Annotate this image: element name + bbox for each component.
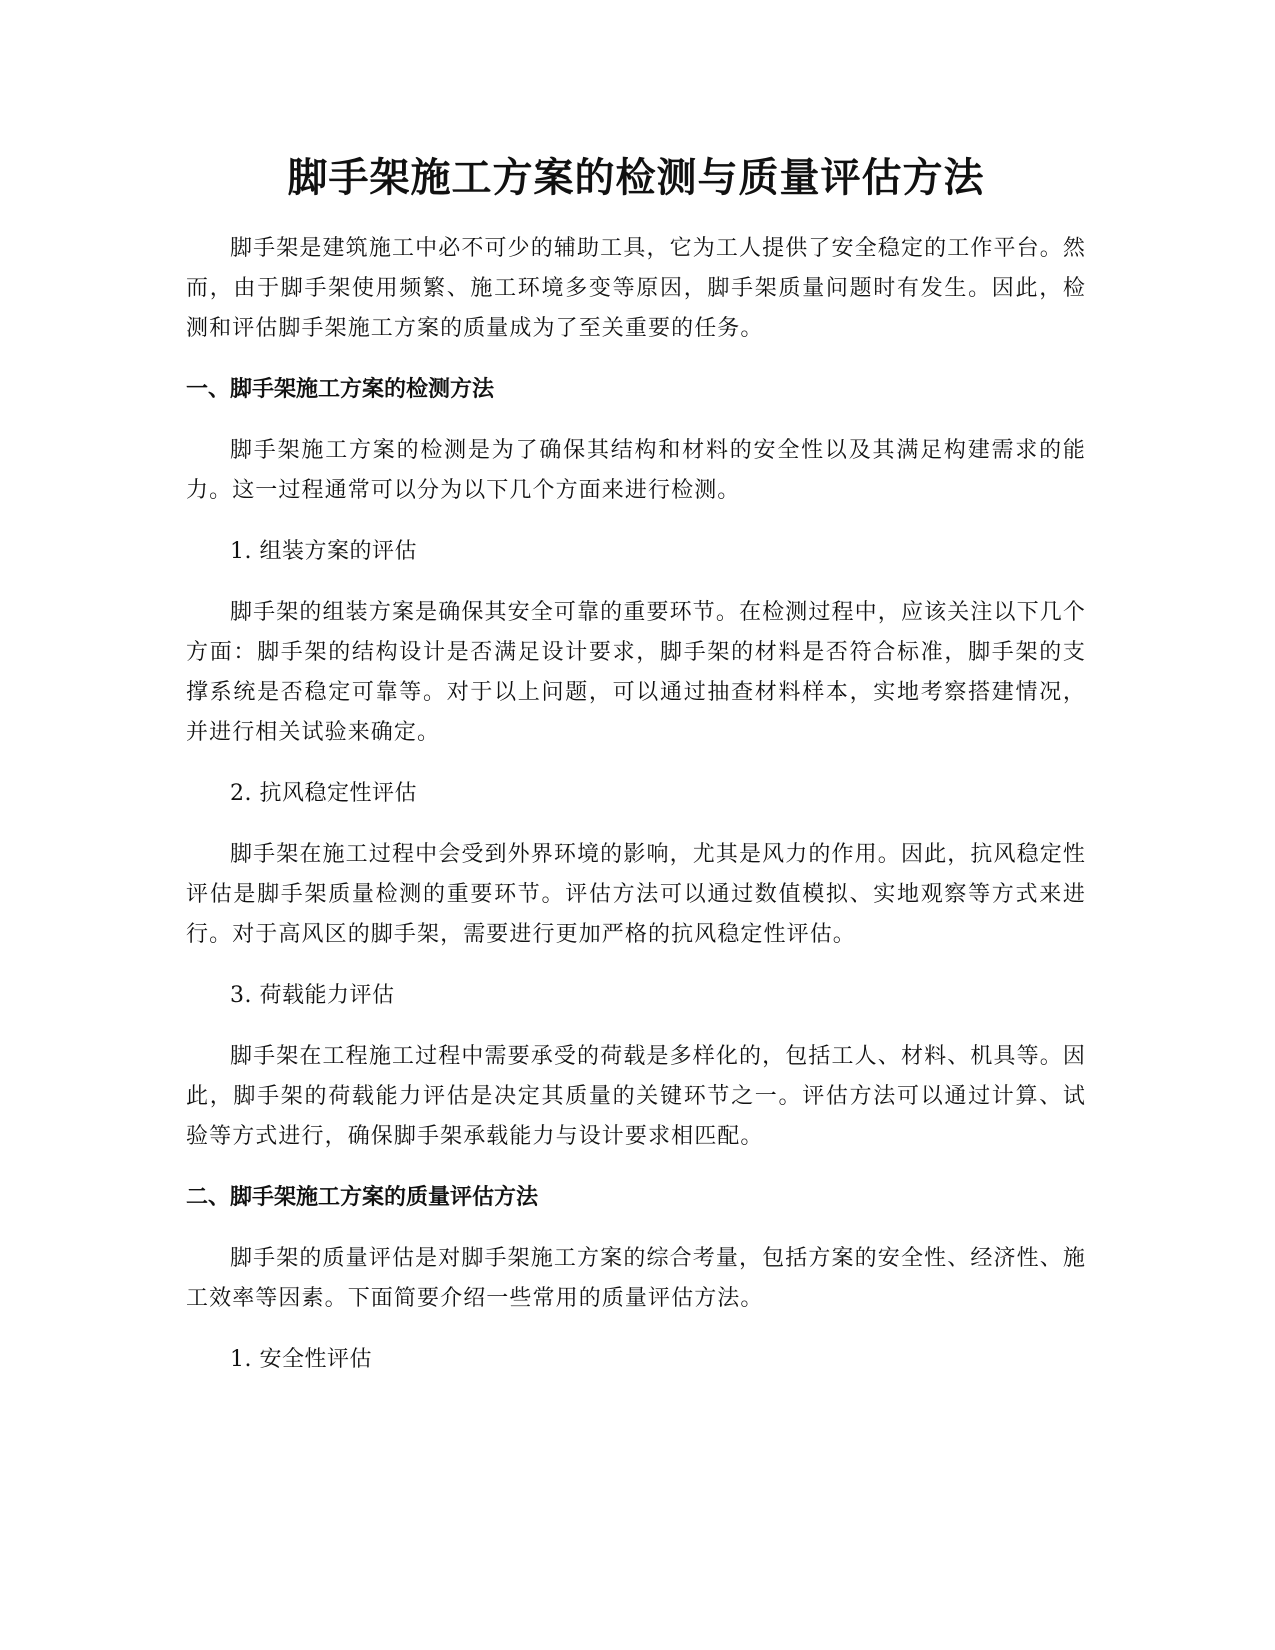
section-1-item-2-text: 脚手架在施工过程中会受到外界环境的影响，尤其是风力的作用。因此，抗风稳定性评估是脚手架质量检测的重要环节。评估方法可以通过数值模拟、实地观察等方式来进行。对于高风区的脚手架，需要进行更加严格的抗风稳定性评估。 — [186, 842, 1086, 947]
section-1-item-1-text: 脚手架的组装方案是确保其安全可靠的重要环节。在检测过程中，应该关注以下几个方面：脚手架的结构设计是否满足设计要求，脚手架的材料是否符合标准，脚手架的支撑系统是否稳定可靠等。对于以上问题，可以通过抽查材料样本，实地考察搭建情况，并进行相关试验来确定。 — [186, 600, 1086, 745]
section-1-intro: 脚手架施工方案的检测是为了确保其结构和材料的安全性以及其满足构建需求的能力。这一过程通常可以分为以下几个方面来进行检测。 — [186, 438, 1086, 503]
document-title: 脚手架施工方案的检测与质量评估方法 — [287, 155, 985, 201]
section-1-heading: 一、脚手架施工方案的检测方法 — [186, 377, 495, 402]
intro-paragraph: 脚手架是建筑施工中必不可少的辅助工具，它为工人提供了安全稳定的工作平台。然而，由于脚手架使用频繁、施工环境多变等原因，脚手架质量问题时有发生。因此，检测和评估脚手架施工方案的质量成为了至关重要的任务。 — [186, 236, 1086, 341]
section-2-intro: 脚手架的质量评估是对脚手架施工方案的综合考量，包括方案的安全性、经济性、施工效率等因素。下面简要介绍一些常用的质量评估方法。 — [186, 1246, 1086, 1311]
section-1-item-1-heading: 1. 组装方案的评估 — [230, 539, 417, 564]
section-1-item-2-heading: 2. 抗风稳定性评估 — [230, 781, 417, 806]
section-1-item-3-text: 脚手架在工程施工过程中需要承受的荷载是多样化的，包括工人、材料、机具等。因此，脚手架的荷载能力评估是决定其质量的关键环节之一。评估方法可以通过计算、试验等方式进行，确保脚手架承载能力与设计要求相匹配。 — [186, 1044, 1086, 1149]
section-2-heading: 二、脚手架施工方案的质量评估方法 — [186, 1185, 539, 1210]
section-1-item-3-heading: 3. 荷载能力评估 — [230, 983, 395, 1008]
document-page — [186, 148, 1086, 1401]
section-2-item-1-heading: 1. 安全性评估 — [230, 1347, 372, 1372]
